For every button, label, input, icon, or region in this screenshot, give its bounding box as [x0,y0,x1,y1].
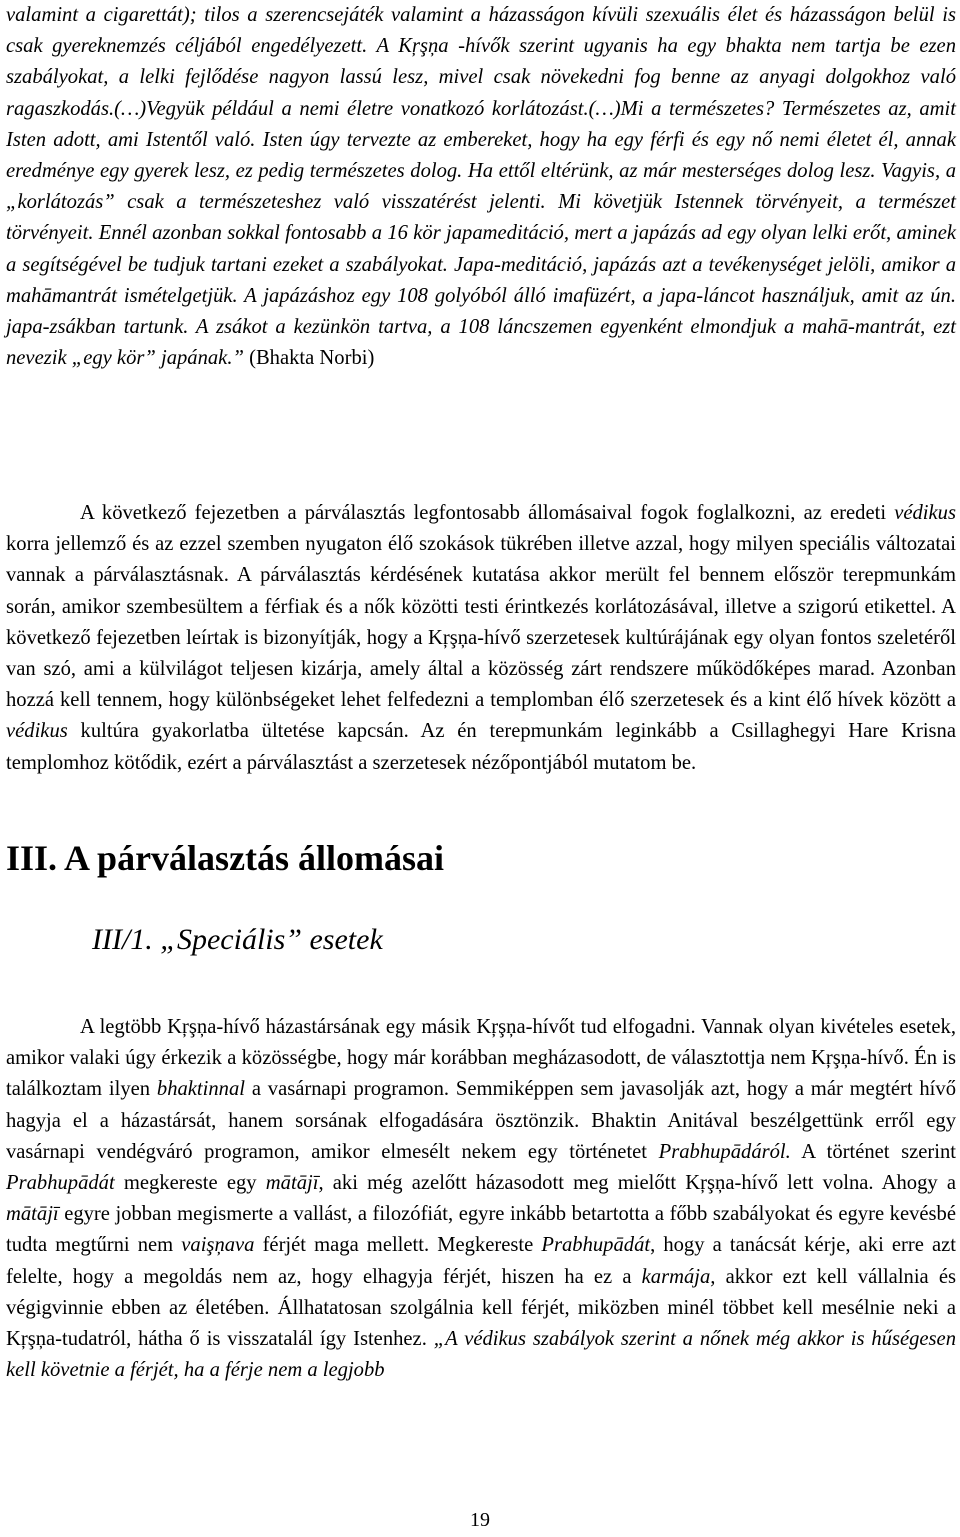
text-run: , hogy a tanácsát kérje, aki erre azt felelte, hogy a megoldás nem az, hogy elhagyja férjét, hiszen ha ez a [6,1234,956,1288]
italic-term: mātājī [265,1172,319,1195]
text-run: a vasárnapi programon. Semmiképpen sem javasolják azt, hogy a már megtért hívő hagyja el a házastársát, hanem sorsának elfogadására ösztönzik. Bhaktin Anitával beszélgettünk erről egy vasárnapi vendégváró programon, amikor elmesélt nekem egy történetet [6,1078,956,1163]
text-run: A következő fejezetben a párválasztás legfontosabb állomásaival fogok foglalkozni, az eredeti [80,502,895,524]
text-run: kultúra gyakorlatba ültetése kapcsán. Az én terepmunkám leginkább a Csillaghegyi Hare Krisna templomhoz kötődik, ezért a párválasztást a szerzetesek nézőpontjából mutatom be. [6,720,956,774]
italic-term: védikus [894,502,956,524]
text-run: , aki még azelőtt házasodott meg mielőtt Kŗşņa-hívő lett volna. Ahogy a [318,1172,956,1195]
text-run: A legtöbb Kŗşņa-hívő házastársának egy másik Kŗşņa-hívőt tud elfogadni. Vannak olyan kivételes esetek, amikor valaki úgy érkezik a közösségbe, hogy már korábban megházasodott, de választottja nem Kŗşņa-hívő. Én is találkoztam ilyen [6,1016,956,1101]
chapter-intro-paragraph [6,498,956,779]
italic-term: vaişņava [181,1234,255,1257]
italic-quote: „A védikus szabályok szerint a nőnek még akkor is hűségesen kell követnie a férjét, ha a férje nem a legjobb [6,1328,956,1382]
quote-paragraph [6,0,956,374]
text-run: egyre jobban megismerte a vallást, a filozófiát, egyre inkább betartotta a főbb szabályokat és egyre kevésbé tudta megtűrni nem [6,1203,956,1257]
chapter-title: III. A párválasztás állomásai [6,838,445,878]
page-number: 19 [470,1509,490,1531]
interview-quote: valamint a cigarettát); tilos a szerencsejáték valamint a házasságon kívüli szexuális élet és házasságon belül is csak gyereknemzés céljából engedélyezett. A Kŗşņa -hívők szerint ugyanis ha egy bhakta nem tartja be ezen szabályokat, a lelki fejlődése nagyon lassú lesz, mivel csak növekedni fog benne az anyagi dolgokhoz való ragaszkodás.(…)Vegyük például a nemi életre vonatkozó korlátozást.(…)Mi a természetes? Természetes az, amit Isten adott, ami Istentől való. Isten úgy tervezte az embereket, hogy ha egy férfi és egy nő nemi életet él, annak eredménye egy gyerek lesz, ez pedig természetes dolog. Ha ettől eltérünk, az már mesterséges dolog lesz. Vagyis, a „korlátozás” csak a természeteshez való visszatérést jelenti. Mi követjük Istennek törvényeit, a természet törvényeit. Ennél azonban sokkal fontosabb a 16 kör japameditáció, mert a japázás ad egy olyan lelki erőt, aminek a segítségével be tudjuk tartani ezeket a szabályokat. Japa-meditáció, japázás azt a tevékenységet jelöli, amikor a mahāmantrát ismételgetjük. A japázáshoz egy 108 golyóból álló imafüzért, a japa-láncot használjuk, amit az ún. japa-zsákban tartunk. A zsákot a kezünkön tartva, a 108 láncszemen egyenként elmondjuk a mahā-mantrát, ezt nevezik „egy kör” japának.” [6,4,956,370]
italic-term: Prabhupādát [541,1234,651,1257]
italic-term: mātājī [6,1203,59,1226]
italic-term: bhaktinnal [156,1078,245,1101]
text-run: megkereste egy [114,1172,266,1195]
section-body-paragraph [6,1012,956,1386]
text-run: korra jellemző és az ezzel szemben nyugaton élő szokások tükrében illetve azzal, hogy milyen speciális változatai vannak a párválasztásnak. A párválasztás kérdésének kutatása akkor merült fel bennem először terepmunkám során, amikor szembesültem a férfiak és a nők közötti testi érintkezés korlátozásával, illetve a szigorú etikettel. A következő fejezetben leírtak is bizonyítják, hogy a Kŗşņa-hívő szerzetesek kultúrájának egy olyan fontos szeletéről van szó, ami a külvilágot teljesen kizárja, amely által a közösség zárt rendszere működőképes marad. Azonban hozzá kell tennem, hogy különbségeket lehet felfedezni a templomban élő szerzetesek és a kint élő hívek között a [6,533,956,712]
text-run: férjét maga mellett. Megkereste [254,1234,542,1257]
italic-term: Prabhupādáról. [658,1140,791,1163]
text-run: A történet szerint [790,1140,956,1163]
quote-attribution: (Bhakta Norbi) [243,347,375,370]
italic-term: karmája, [641,1265,716,1288]
italic-term: védikus [6,720,68,743]
italic-term: Prabhupādát [6,1172,115,1195]
section-title: III/1. „Speciális” esetek [92,923,383,956]
text-run: akkor ezt kell vállalnia és végigvinnie ebben az életében. Állhatatosan szolgálnia kell férjét, miközben minél többet kell mesélnie neki a Kŗşņa-tudatról, hátha ő is visszatalál így Istenhez. [6,1265,956,1351]
